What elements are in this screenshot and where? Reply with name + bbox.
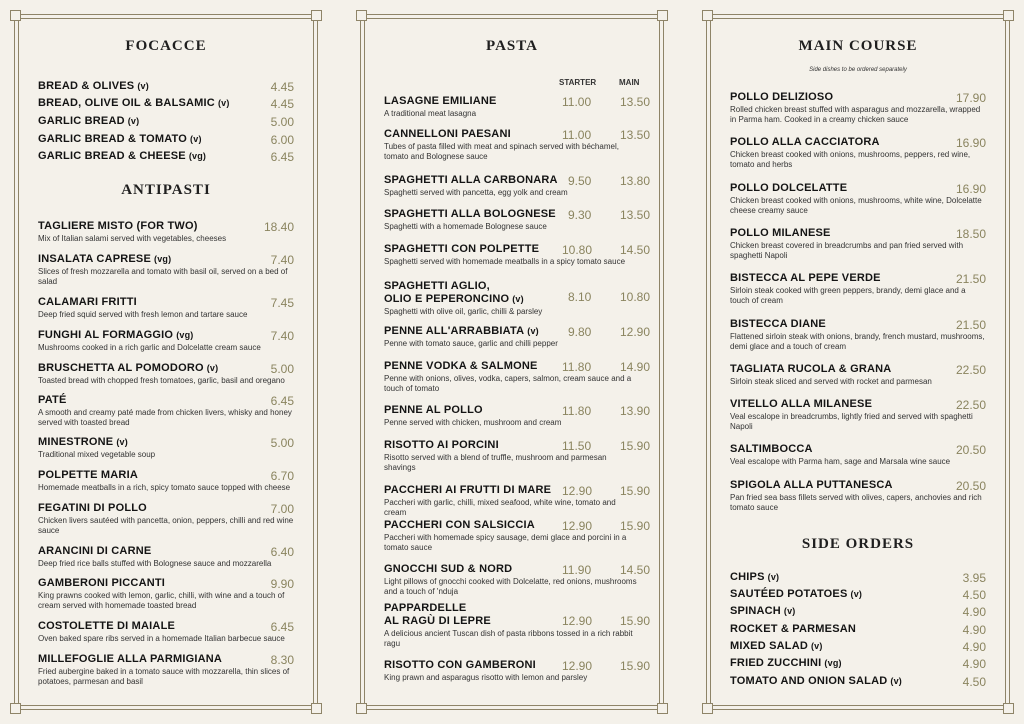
item-description: Chicken breast cooked with onions, mushrooms, white wine, Dolcelatte cheese creamy sauce bbox=[730, 196, 982, 215]
menu-item bbox=[38, 653, 294, 687]
item-name: SALTIMBOCCA bbox=[730, 443, 813, 455]
item-price: 4.90 bbox=[962, 623, 986, 637]
item-price: 7.40 bbox=[270, 253, 294, 267]
item-price-main: 13.80 bbox=[620, 174, 651, 188]
menu-item bbox=[730, 272, 986, 306]
item-suffix: (v) bbox=[127, 116, 140, 126]
item-description: Deep fried squid served with fresh lemon and tartare sauce bbox=[38, 310, 248, 319]
column-header-starter: STARTER bbox=[559, 78, 597, 87]
item-description: Penne served with chicken, mushroom and cream bbox=[384, 418, 562, 427]
item-price: 16.90 bbox=[955, 136, 986, 150]
item-name: BREAD & OLIVES bbox=[38, 80, 135, 92]
menu-item bbox=[384, 360, 651, 394]
item-suffix: (vg) bbox=[188, 151, 207, 161]
section-title-side-orders: SIDE ORDERS bbox=[801, 536, 915, 552]
item-name: FRIED ZUCCHINI bbox=[730, 657, 822, 669]
item-price: 5.00 bbox=[270, 436, 294, 450]
item-price: 9.90 bbox=[270, 577, 294, 591]
item-name: FEGATINI DI POLLO bbox=[38, 502, 147, 514]
item-price-main: 14.50 bbox=[620, 243, 651, 257]
corner-ornament bbox=[702, 703, 713, 714]
item-name: PAPPARDELLE bbox=[384, 602, 467, 614]
item-name: MILLEFOGLIE ALLA PARMIGIANA bbox=[38, 653, 223, 665]
item-price: 8.30 bbox=[270, 653, 294, 667]
item-name: INSALATA CAPRESE bbox=[38, 253, 152, 265]
item-suffix: (v) bbox=[850, 589, 863, 599]
item-price: 6.00 bbox=[270, 133, 294, 147]
item-suffix: (vg) bbox=[154, 254, 172, 264]
item-price: 22.50 bbox=[955, 363, 986, 377]
item-description: Spaghetti served with pancetta, egg yolk and cream bbox=[384, 188, 568, 197]
menu-item bbox=[38, 115, 294, 128]
item-suffix: (v) bbox=[890, 676, 902, 686]
item-description: Rolled chicken breast stuffed with asparagus and mozzarella, wrapped in Parma ham. Cooked in a creamy chicken sauce bbox=[730, 105, 981, 124]
section-title-antipasti: ANTIPASTI bbox=[121, 182, 211, 198]
item-name: PACCHERI CON SALSICCIA bbox=[384, 519, 535, 531]
item-price-starter: 12.90 bbox=[562, 614, 593, 628]
menu-item bbox=[384, 208, 651, 232]
section-title-focacce: FOCACCE bbox=[125, 38, 207, 54]
item-description: Chicken livers sautéed with pancetta, onion, peppers, chilli and red wine sauce bbox=[38, 516, 294, 535]
item-name: POLLO ALLA CACCIATORA bbox=[730, 136, 880, 148]
item-suffix: (vg) bbox=[176, 330, 194, 340]
corner-ornament bbox=[657, 10, 668, 21]
menu-item bbox=[38, 97, 294, 110]
item-description: Penne with tomato sauce, garlic and chilli pepper bbox=[384, 339, 558, 348]
item-name: RISOTTO AI PORCINI bbox=[384, 439, 499, 451]
item-price-starter: 11.50 bbox=[562, 439, 592, 453]
item-suffix: (v) bbox=[137, 81, 149, 91]
item-name: ARANCINI DI CARNE bbox=[38, 545, 152, 557]
item-name: GARLIC BREAD & TOMATO bbox=[38, 133, 188, 145]
item-price: 4.90 bbox=[962, 640, 986, 654]
item-description: Sirloin steak cooked with green peppers, brandy, demi glace and a touch of cream bbox=[730, 286, 966, 305]
menu-item bbox=[38, 469, 294, 493]
item-name: TAGLIATA RUCOLA & GRANA bbox=[730, 363, 892, 375]
menu-item bbox=[38, 329, 294, 353]
item-price-main: 13.90 bbox=[620, 404, 651, 418]
item-name: BREAD, OLIVE OIL & BALSAMIC bbox=[38, 97, 215, 109]
menu-item bbox=[730, 91, 986, 125]
menu-item bbox=[38, 296, 294, 320]
item-name: LASAGNE EMILIANE bbox=[384, 95, 497, 107]
menu-item bbox=[730, 657, 986, 670]
item-price: 6.45 bbox=[270, 620, 294, 634]
corner-ornament bbox=[10, 703, 21, 714]
item-price: 4.45 bbox=[270, 80, 294, 94]
item-price: 21.50 bbox=[955, 318, 986, 332]
item-description: Fried aubergine baked in a tomato sauce with mozzarella, thin slices of potatoes, parmesan and basil bbox=[38, 667, 290, 686]
item-description: A traditional meat lasagna bbox=[384, 109, 477, 118]
item-suffix: (v) bbox=[217, 98, 230, 108]
menu-item bbox=[384, 243, 651, 267]
item-price-starter: 10.80 bbox=[562, 243, 593, 257]
item-price: 6.45 bbox=[270, 150, 294, 164]
item-suffix: (vg) bbox=[824, 658, 842, 668]
item-name: ROCKET & PARMESAN bbox=[730, 623, 857, 635]
item-description: King prawns cooked with lemon, garlic, chilli, with wine and a touch of cream served with homemade toasted bread bbox=[38, 591, 285, 610]
menu-item bbox=[730, 227, 986, 261]
corner-ornament bbox=[311, 10, 322, 21]
item-description: Spaghetti served with homemade meatballs in a spicy tomato sauce bbox=[384, 257, 626, 266]
item-name: COSTOLETTE DI MAIALE bbox=[38, 620, 176, 632]
menu-item bbox=[730, 571, 986, 584]
corner-ornament bbox=[356, 10, 367, 21]
item-suffix: (v) bbox=[767, 572, 780, 582]
item-name: PACCHERI AI FRUTTI DI MARE bbox=[384, 484, 552, 496]
item-suffix: (v) bbox=[116, 437, 128, 447]
menu-item bbox=[384, 404, 651, 428]
menu-item bbox=[730, 640, 986, 653]
item-description: Veal escalope with Parma ham, sage and Marsala wine sauce bbox=[730, 457, 951, 466]
menu-item bbox=[38, 362, 294, 386]
item-name: SPINACH bbox=[730, 605, 781, 617]
corner-ornament bbox=[657, 703, 668, 714]
item-price-starter: 11.90 bbox=[562, 563, 592, 577]
menu-item bbox=[384, 519, 651, 553]
item-price-starter: 12.90 bbox=[562, 519, 593, 533]
item-suffix: (v) bbox=[783, 606, 796, 616]
item-price-main: 15.90 bbox=[620, 439, 651, 453]
item-price-main: 14.50 bbox=[620, 563, 651, 577]
item-description: Flattened sirloin steak with onions, brandy, french mustard, mushrooms, demi glace and a touch of cream bbox=[730, 332, 985, 351]
item-description: Traditional mixed vegetable soup bbox=[38, 450, 156, 459]
item-price-starter: 12.90 bbox=[562, 484, 593, 498]
item-name: PENNE VODKA & SALMONE bbox=[384, 360, 538, 372]
item-name: SPAGHETTI CON POLPETTE bbox=[384, 243, 540, 255]
menu-item bbox=[730, 443, 986, 467]
menu-item bbox=[384, 325, 651, 349]
menu-item bbox=[730, 318, 986, 352]
menu-item bbox=[730, 182, 986, 216]
item-price: 3.95 bbox=[962, 571, 986, 585]
menu-item bbox=[730, 136, 986, 170]
menu-item bbox=[730, 605, 986, 618]
menu-item bbox=[384, 484, 651, 518]
item-price-main: 13.50 bbox=[620, 128, 651, 142]
item-description: Chicken breast cooked with onions, mushrooms, peppers, red wine, tomato and herbs bbox=[730, 150, 971, 169]
menu-item bbox=[38, 220, 294, 244]
item-name-line2: AL RAGÙ DI LEPRE bbox=[384, 615, 491, 627]
item-name: SPIGOLA ALLA PUTTANESCA bbox=[730, 479, 893, 491]
menu-item bbox=[38, 502, 294, 536]
item-price: 4.45 bbox=[270, 97, 294, 111]
item-description: Light pillows of gnocchi cooked with Dolcelatte, red onions, mushrooms and a touch of 'nduja bbox=[384, 577, 637, 596]
item-description: Deep fried rice balls stuffed with Bolognese sauce and mozzarella bbox=[38, 559, 272, 568]
item-price: 7.40 bbox=[270, 329, 294, 343]
item-price: 20.50 bbox=[955, 479, 986, 493]
menu-item bbox=[384, 95, 651, 119]
item-name: POLPETTE MARIA bbox=[38, 469, 138, 481]
item-name: SPAGHETTI AGLIO, bbox=[384, 280, 490, 292]
item-price-main: 15.90 bbox=[620, 614, 651, 628]
item-price: 22.50 bbox=[955, 398, 986, 412]
menu-item bbox=[384, 659, 651, 683]
item-name-line2: OLIO E PEPERONCINO bbox=[384, 293, 510, 305]
section-title-main-course: MAIN COURSE bbox=[798, 38, 918, 54]
item-description: Paccheri with garlic, chilli, mixed seafood, white wine, tomato and cream bbox=[384, 498, 616, 517]
menu-item bbox=[730, 675, 986, 688]
item-price: 18.50 bbox=[955, 227, 986, 241]
item-description: Mushrooms cooked in a rich garlic and Dolcelatte cream sauce bbox=[38, 343, 261, 352]
item-price-starter: 11.80 bbox=[562, 360, 592, 374]
item-description: Veal escalope in breadcrumbs, lightly fried and served with spaghetti Napoli bbox=[730, 412, 973, 431]
item-name: CHIPS bbox=[730, 571, 765, 583]
item-price-main: 15.90 bbox=[620, 659, 651, 673]
menu-item bbox=[38, 150, 294, 163]
item-description: Paccheri with homemade spicy sausage, demi glace and porcini in a tomato sauce bbox=[384, 533, 627, 552]
corner-ornament bbox=[1003, 703, 1014, 714]
item-description: Mix of Italian salami served with vegetables, cheeses bbox=[38, 234, 227, 243]
item-price-starter: 9.80 bbox=[568, 325, 592, 339]
menu-item bbox=[730, 398, 986, 432]
item-name: SPAGHETTI ALLA BOLOGNESE bbox=[384, 208, 556, 220]
item-name: FUNGHI AL FORMAGGIO bbox=[38, 329, 174, 341]
item-name: POLLO DELIZIOSO bbox=[730, 91, 834, 103]
panel-left-content bbox=[30, 14, 302, 710]
item-name: MIXED SALAD bbox=[730, 640, 808, 652]
item-description: A delicious ancient Tuscan dish of pasta ribbons tossed in a rich rabbit ragu bbox=[384, 629, 633, 648]
item-price: 20.50 bbox=[955, 443, 986, 457]
panel-middle-content bbox=[376, 14, 651, 710]
item-name: VITELLO ALLA MILANESE bbox=[730, 398, 873, 410]
item-description: King prawn and asparagus risotto with lemon and parsley bbox=[384, 673, 588, 682]
item-price-starter: 11.00 bbox=[562, 128, 592, 142]
item-description: Tubes of pasta filled with meat and spinach served with béchamel, tomato and Bolognese sauce bbox=[384, 142, 619, 161]
item-price: 4.90 bbox=[962, 605, 986, 619]
item-name: CALAMARI FRITTI bbox=[38, 296, 137, 308]
menu-item bbox=[384, 563, 651, 597]
corner-ornament bbox=[356, 703, 367, 714]
item-description: Toasted bread with chopped fresh tomatoes, garlic, basil and oregano bbox=[38, 376, 285, 385]
menu-item bbox=[384, 280, 651, 317]
item-description: Slices of fresh mozzarella and tomato with basil oil, served on a bed of salad bbox=[38, 267, 288, 286]
item-price-main: 15.90 bbox=[620, 519, 651, 533]
item-name: BISTECCA AL PEPE VERDE bbox=[730, 272, 881, 284]
item-price-starter: 12.90 bbox=[562, 659, 593, 673]
item-name: BRUSCHETTA AL POMODORO bbox=[38, 362, 204, 374]
item-description: Spaghetti with olive oil, garlic, chilli & parsley bbox=[384, 307, 543, 316]
item-name: PENNE AL POLLO bbox=[384, 404, 483, 416]
item-price-main: 14.90 bbox=[620, 360, 651, 374]
item-suffix: (v) bbox=[512, 294, 524, 304]
corner-ornament bbox=[702, 10, 713, 21]
item-price: 7.45 bbox=[270, 296, 294, 310]
menu-item bbox=[730, 363, 986, 387]
menu-item bbox=[384, 128, 651, 162]
item-name: GARLIC BREAD bbox=[38, 115, 125, 127]
item-description: Oven baked spare ribs served in a homemade Italian barbecue sauce bbox=[38, 634, 285, 643]
item-suffix: (v) bbox=[810, 641, 823, 651]
item-name: RISOTTO CON GAMBERONI bbox=[384, 659, 536, 671]
column-header-main: MAIN bbox=[619, 78, 640, 87]
item-suffix: (v) bbox=[527, 326, 539, 336]
item-price-starter: 11.80 bbox=[562, 404, 592, 418]
item-description: Spaghetti with a homemade Bolognese sauce bbox=[384, 222, 547, 231]
item-name: SAUTÉED POTATOES bbox=[730, 588, 848, 600]
corner-ornament bbox=[10, 10, 21, 21]
item-name: PATÉ bbox=[38, 394, 67, 406]
menu-item bbox=[384, 439, 651, 473]
corner-ornament bbox=[1003, 10, 1014, 21]
item-price: 21.50 bbox=[955, 272, 986, 286]
item-name: PENNE ALL'ARRABBIATA bbox=[384, 325, 525, 337]
item-price-starter: 9.50 bbox=[568, 174, 592, 188]
menu-item bbox=[730, 479, 986, 513]
item-description: Sirloin steak sliced and served with rocket and parmesan bbox=[730, 377, 932, 386]
item-name: GNOCCHI SUD & NORD bbox=[384, 563, 513, 575]
section-title-pasta: PASTA bbox=[486, 38, 538, 54]
item-price-main: 10.80 bbox=[620, 290, 651, 304]
panel-right bbox=[706, 14, 1010, 710]
item-name: TOMATO AND ONION SALAD bbox=[730, 675, 888, 687]
item-price-main: 12.90 bbox=[620, 325, 651, 339]
menu-item bbox=[38, 577, 294, 611]
item-description: Pan fried sea bass fillets served with olives, capers, anchovies and rich tomato sauce bbox=[730, 493, 982, 512]
item-price-main: 15.90 bbox=[620, 484, 651, 498]
menu-item bbox=[38, 394, 294, 428]
item-price-main: 13.50 bbox=[620, 95, 651, 109]
item-name: GARLIC BREAD & CHEESE bbox=[38, 150, 186, 162]
item-name: POLLO DOLCELATTE bbox=[730, 182, 848, 194]
item-price-starter: 11.00 bbox=[562, 95, 592, 109]
item-price: 4.90 bbox=[962, 657, 986, 671]
menu-item bbox=[38, 133, 294, 146]
menu-item bbox=[384, 602, 651, 649]
item-price-starter: 9.30 bbox=[568, 208, 592, 222]
panel-left bbox=[14, 14, 318, 710]
item-price: 4.50 bbox=[962, 588, 986, 602]
corner-ornament bbox=[311, 703, 322, 714]
item-name: BISTECCA DIANE bbox=[730, 318, 826, 330]
item-name: POLLO MILANESE bbox=[730, 227, 831, 239]
item-price-main: 13.50 bbox=[620, 208, 651, 222]
item-description: Risotto served with a blend of truffle, mushroom and parmesan shavings bbox=[384, 453, 607, 472]
item-description: Homemade meatballs in a rich, spicy tomato sauce topped with cheese bbox=[38, 483, 291, 492]
item-description: Penne with onions, olives, vodka, capers, salmon, cream sauce and a touch of tomato bbox=[384, 374, 632, 393]
item-price: 5.00 bbox=[270, 362, 294, 376]
item-description: A smooth and creamy paté made from chicken livers, whisky and honey served with toasted bread bbox=[38, 408, 292, 427]
item-description: Chicken breast covered in breadcrumbs and pan fried served with spaghetti Napoli bbox=[730, 241, 964, 260]
item-price: 5.00 bbox=[270, 115, 294, 129]
item-suffix: (v) bbox=[190, 134, 202, 144]
menu-item bbox=[38, 80, 294, 93]
panel-middle bbox=[360, 14, 664, 710]
menu-item bbox=[38, 545, 294, 569]
item-price: 17.90 bbox=[955, 91, 986, 105]
item-name: MINESTRONE bbox=[38, 436, 114, 448]
menu-item bbox=[38, 620, 294, 644]
item-name: TAGLIERE MISTO (FOR TWO) bbox=[38, 220, 198, 232]
menu-item bbox=[384, 174, 651, 198]
menu-item bbox=[38, 436, 294, 460]
item-price: 16.90 bbox=[955, 182, 986, 196]
item-name: SPAGHETTI ALLA CARBONARA bbox=[384, 174, 558, 186]
item-price: 6.45 bbox=[270, 394, 294, 408]
item-price: 18.40 bbox=[263, 220, 294, 234]
item-name: GAMBERONI PICCANTI bbox=[38, 577, 166, 589]
menu-item bbox=[730, 588, 986, 601]
panel-right-content bbox=[722, 14, 994, 710]
item-price: 6.70 bbox=[270, 469, 294, 483]
menu-item bbox=[38, 253, 294, 287]
menu-item bbox=[730, 623, 986, 636]
item-name: CANNELLONI PAESANI bbox=[384, 128, 511, 140]
section-note: Side dishes to be ordered separately bbox=[809, 67, 907, 73]
item-price-starter: 8.10 bbox=[568, 290, 592, 304]
item-price: 4.50 bbox=[962, 675, 986, 689]
item-price: 7.00 bbox=[270, 502, 294, 516]
item-price: 6.40 bbox=[270, 545, 294, 559]
item-suffix: (v) bbox=[206, 363, 219, 373]
